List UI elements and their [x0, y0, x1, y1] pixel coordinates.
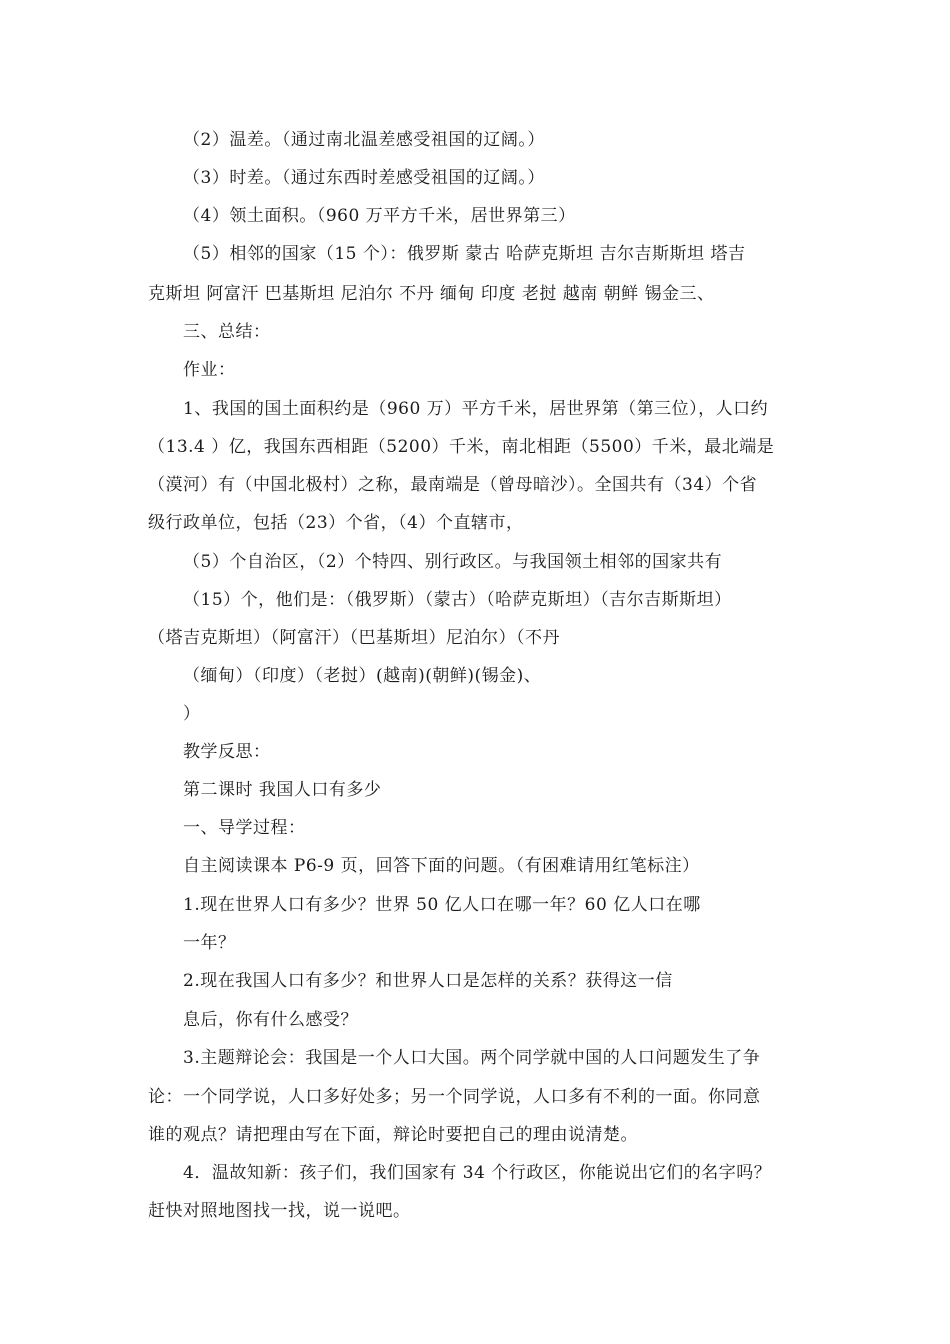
text-line: 论：一个同学说，人口多好处多；另一个同学说，人口多有不利的一面。你同意	[148, 1087, 761, 1107]
text-line: （5）相邻的国家（15 个）：俄罗斯 蒙古 哈萨克斯坦 吉尔吉斯斯坦 塔吉	[183, 244, 746, 264]
text-line: （13.4 ）亿，我国东西相距（5200）千米，南北相距（5500）千米，最北端是	[148, 437, 775, 457]
text-line: 3.主题辩论会：我国是一个人口大国。两个同学就中国的人口问题发生了争	[183, 1048, 761, 1068]
text-line: （15）个，他们是：（俄罗斯）（蒙古）（哈萨克斯坦）（吉尔吉斯斯坦）	[183, 590, 732, 610]
text-line: 息后，你有什么感受？	[183, 1010, 358, 1030]
text-line: （2）温差。（通过南北温差感受祖国的辽阔。）	[183, 130, 545, 150]
text-line: 谁的观点？请把理由写在下面，辩论时要把自己的理由说清楚。	[148, 1125, 638, 1145]
section-heading: 作业：	[183, 360, 236, 380]
text-line: 2.现在我国人口有多少？和世界人口是怎样的关系？获得这一信	[183, 971, 673, 991]
text-line: （漠河）有（中国北极村）之称，最南端是（曾母暗沙）。全国共有（34）个省	[148, 475, 758, 495]
lesson-title: 第二课时 我国人口有多少	[183, 780, 382, 800]
text-line: （塔吉克斯坦）（阿富汗）（巴基斯坦）尼泊尔）（不丹	[148, 628, 560, 648]
text-line: 自主阅读课本 P6-9 页，回答下面的问题。（有困难请用红笔标注）	[183, 856, 700, 876]
text-line: 克斯坦 阿富汗 巴基斯坦 尼泊尔 不丹 缅甸 印度 老挝 越南 朝鲜 锡金三、	[148, 284, 715, 304]
text-line: 赶快对照地图找一找，说一说吧。	[148, 1201, 411, 1221]
text-line: ）	[183, 704, 201, 724]
section-heading: 一、导学过程：	[183, 818, 306, 838]
text-line: （5）个自治区，（2）个特四、别行政区。与我国领土相邻的国家共有	[183, 552, 723, 572]
text-line: 1.现在世界人口有多少？世界 50 亿人口在哪一年？60 亿人口在哪	[183, 895, 701, 915]
text-line: （4）领土面积。（960 万平方千米，居世界第三）	[183, 206, 576, 226]
section-heading: 三、总结：	[183, 322, 271, 342]
text-line: 一年？	[183, 933, 236, 953]
text-line: （3）时差。（通过东西时差感受祖国的辽阔。）	[183, 168, 545, 188]
text-line: （缅甸）（印度）（老挝）(越南)(朝鲜)(锡金)、	[183, 666, 542, 686]
text-line: 级行政单位，包括（23）个省，（4）个直辖市，	[148, 513, 524, 533]
text-line: 1、我国的国土面积约是（960 万）平方千米，居世界第（第三位），人口约	[183, 399, 769, 419]
text-line: 4．温故知新：孩子们，我们国家有 34 个行政区，你能说出它们的名字吗？	[183, 1163, 772, 1183]
section-heading: 教学反思：	[183, 742, 271, 762]
